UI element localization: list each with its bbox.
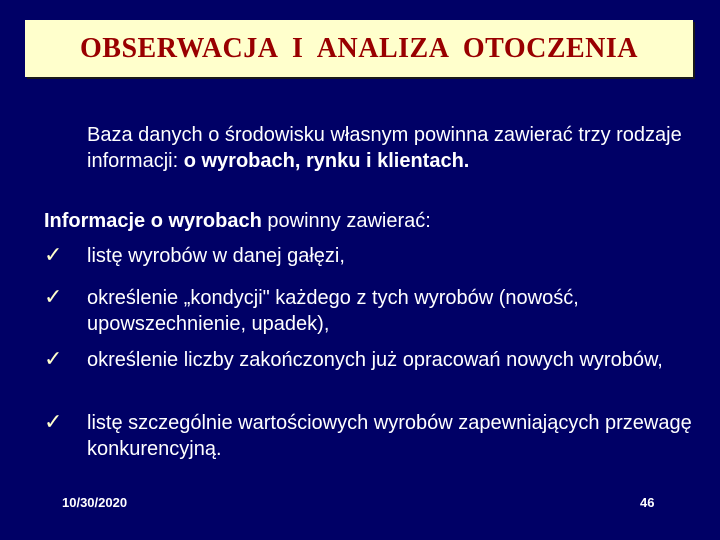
bullet-text: określenie liczby zakończonych już opracowań nowych wyrobów,	[87, 349, 663, 371]
bullet-item	[44, 410, 694, 462]
checkmark-icon: ✓	[44, 285, 63, 310]
intro-paragraph	[87, 122, 697, 174]
page-number: 46	[640, 495, 655, 510]
footer-date: 10/30/2020	[62, 495, 128, 510]
checkmark-icon: ✓	[44, 347, 63, 372]
bullet-text: listę wyrobów w danej gałęzi,	[87, 245, 345, 267]
checkmark-icon: ✓	[44, 243, 63, 268]
bullet-item	[44, 243, 694, 269]
bullet-text: listę szczególnie wartościowych wyrobów zapewniających przewagę konkurencyjną.	[87, 412, 692, 460]
bullet-text: określenie „kondycji" każdego z tych wyrobów (nowość, upowszechnienie, upadek),	[87, 287, 579, 335]
checkmark-icon: ✓	[44, 410, 63, 435]
intro-text: Baza danych o środowisku własnym powinna zawierać trzy rodzaje informacji:	[87, 124, 682, 172]
heading-bold-text: Informacje o wyrobach	[44, 210, 262, 232]
title-box	[25, 20, 693, 77]
bullet-item	[44, 347, 694, 373]
heading-text: powinny zawierać:	[261, 210, 431, 232]
bullet-item	[44, 285, 694, 337]
section-heading	[44, 208, 431, 234]
slide-title: OBSERWACJA I ANALIZA OTOCZENIA	[79, 32, 639, 64]
intro-bold-text: o wyrobach, rynku i klientach.	[183, 150, 470, 172]
